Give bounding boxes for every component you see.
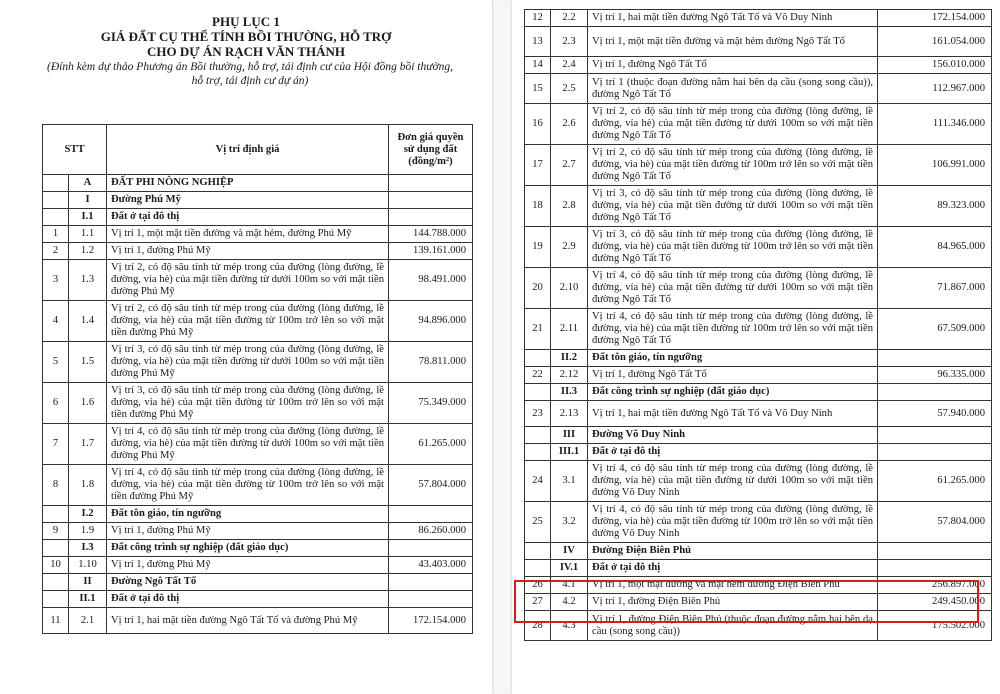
row-number: 22	[525, 367, 551, 384]
row-location: Vị trí 1, một mặt đường và mặt hẻm đường Điện Biên Phủ	[588, 577, 878, 594]
row-price: 57.804.000	[878, 502, 992, 543]
section-row	[43, 591, 473, 608]
row-location: Vị trí 4, có độ sâu tính từ mép trong của đường (lòng đường, lề đường, vỉa hè) của mặt tiền đường từ dưới 100m so với mặt tiền đường Võ Duy Ninh	[588, 461, 878, 502]
row-number: 18	[525, 186, 551, 227]
table-row	[525, 611, 992, 641]
row-price: 98.491.000	[389, 260, 473, 301]
table-row	[525, 27, 992, 57]
row-code: 2.3	[551, 27, 588, 57]
row-location: Vị trí 2, có độ sâu tính từ mép trong của đường (lòng đường, lề đường, vỉa hè) của mặt tiền đường từ dưới 100m so với mặt tiền đường Ngô Tất Tố	[588, 104, 878, 145]
row-number: 7	[43, 424, 69, 465]
row-number: 26	[525, 577, 551, 594]
row-code: 4.3	[551, 611, 588, 641]
row-location: Đất công trình sự nghiệp (đất giáo dục)	[107, 540, 389, 557]
row-location: Vị trí 1, hai mặt tiền đường Ngô Tất Tố và Võ Duy Ninh	[588, 401, 878, 427]
row-location: Đất công trình sự nghiệp (đất giáo dục)	[588, 384, 878, 401]
row-code: I	[69, 192, 107, 209]
row-number	[43, 591, 69, 608]
row-number	[43, 175, 69, 192]
table-row	[525, 502, 992, 543]
row-code: 1.5	[69, 342, 107, 383]
row-location: Vị trí 1, đường Điện Biên Phủ	[588, 594, 878, 611]
row-location: Đất ở tại đô thị	[588, 560, 878, 577]
row-price	[389, 192, 473, 209]
row-code: 1.2	[69, 243, 107, 260]
row-location: Vị trí 1, hai mặt tiền đường Ngô Tất Tố và Võ Duy Ninh	[588, 10, 878, 27]
price-table-right	[524, 9, 992, 641]
row-price	[878, 384, 992, 401]
row-code: I.1	[69, 209, 107, 226]
table-row	[43, 523, 473, 540]
row-code: 1.6	[69, 383, 107, 424]
row-code: III.1	[551, 444, 588, 461]
appendix-title: PHỤ LỤC 1	[212, 14, 280, 29]
table-row	[43, 260, 473, 301]
row-code: III	[551, 427, 588, 444]
row-number: 20	[525, 268, 551, 309]
row-location: Vị trí 1, đường Phú Mỹ	[107, 243, 389, 260]
section-row	[525, 560, 992, 577]
row-location: Vị trí 2, có độ sâu tính từ mép trong của đường (lòng đường, lề đường, vỉa hè) của mặt tiền đường từ dưới 100m so với mặt tiền đường Phú Mỹ	[107, 260, 389, 301]
table-row	[43, 243, 473, 260]
table-row	[43, 557, 473, 574]
row-code: I.3	[69, 540, 107, 557]
table-row	[43, 608, 473, 634]
row-price: 256.897.000	[878, 577, 992, 594]
section-row	[43, 540, 473, 557]
row-location: Vị trí 1, đường Phú Mỹ	[107, 523, 389, 540]
row-code: 2.8	[551, 186, 588, 227]
row-number: 9	[43, 523, 69, 540]
table-row	[525, 186, 992, 227]
row-price: 161.054.000	[878, 27, 992, 57]
row-code: 1.1	[69, 226, 107, 243]
section-row	[525, 350, 992, 367]
row-location: Vị trí 4, có độ sâu tính từ mép trong của đường (lòng đường, lề đường, vỉa hè) của mặt tiền đường từ 100m trở lên so với mặt tiền đường Ngô Tất Tố	[588, 309, 878, 350]
section-row	[525, 543, 992, 560]
row-price: 78.811.000	[389, 342, 473, 383]
row-price: 106.991.000	[878, 145, 992, 186]
row-price: 86.260.000	[389, 523, 473, 540]
row-price: 172.154.000	[878, 10, 992, 27]
row-number: 28	[525, 611, 551, 641]
row-code: 2.2	[551, 10, 588, 27]
row-number: 5	[43, 342, 69, 383]
row-location: Vị trí 1, đường Ngô Tất Tố	[588, 57, 878, 74]
row-price: 139.161.000	[389, 243, 473, 260]
row-number: 23	[525, 401, 551, 427]
row-number	[525, 384, 551, 401]
row-number: 15	[525, 74, 551, 104]
row-number	[525, 560, 551, 577]
row-price: 112.967.000	[878, 74, 992, 104]
row-location: Vị trí 2, có độ sâu tính từ mép trong của đường (lòng đường, lề đường, vỉa hè) của mặt tiền đường từ 100m trở lên so với mặt tiền đường Phú Mỹ	[107, 301, 389, 342]
header-stt: STT	[43, 125, 107, 175]
row-location: Đường Phú Mỹ	[107, 192, 389, 209]
table-body-left	[43, 175, 473, 634]
row-code: 2.11	[551, 309, 588, 350]
row-number: 17	[525, 145, 551, 186]
section-row	[525, 427, 992, 444]
row-code: 1.9	[69, 523, 107, 540]
row-location: Vị trí 3, có độ sâu tính từ mép trong của đường (lòng đường, lề đường, vỉa hè) của mặt tiền đường từ 100m trở lên so với mặt tiền đường Phú Mỹ	[107, 383, 389, 424]
row-location: ĐẤT PHI NÔNG NGHIỆP	[107, 175, 389, 192]
table-row	[525, 74, 992, 104]
row-location: Vị trí 1, đường Phú Mỹ	[107, 557, 389, 574]
row-price: 94.896.000	[389, 301, 473, 342]
header-price: Đơn giá quyền sử dụng đất (đồng/m²)	[389, 125, 473, 175]
row-price	[389, 175, 473, 192]
row-price: 89.323.000	[878, 186, 992, 227]
row-number	[525, 427, 551, 444]
row-code: 2.10	[551, 268, 588, 309]
row-code: I.2	[69, 506, 107, 523]
section-row	[43, 209, 473, 226]
row-price: 67.509.000	[878, 309, 992, 350]
row-code: 4.2	[551, 594, 588, 611]
row-location: Đất tôn giáo, tín ngưỡng	[588, 350, 878, 367]
table-row	[525, 10, 992, 27]
row-code: 1.3	[69, 260, 107, 301]
row-code: 2.9	[551, 227, 588, 268]
row-number: 19	[525, 227, 551, 268]
row-location: Đất tôn giáo, tín ngưỡng	[107, 506, 389, 523]
row-code: 3.2	[551, 502, 588, 543]
table-row	[525, 401, 992, 427]
price-table-left	[42, 124, 473, 634]
row-location: Vị trí 4, có độ sâu tính từ mép trong của đường (lòng đường, lề đường, vỉa hè) của mặt tiền đường từ 100m trở lên so với mặt tiền đường Phú Mỹ	[107, 465, 389, 506]
table-row	[525, 227, 992, 268]
row-number	[525, 543, 551, 560]
row-price	[878, 444, 992, 461]
row-number: 12	[525, 10, 551, 27]
table-row	[525, 367, 992, 384]
table-row	[43, 383, 473, 424]
row-code: 2.13	[551, 401, 588, 427]
table-row	[43, 424, 473, 465]
row-number: 10	[43, 557, 69, 574]
row-code: IV.1	[551, 560, 588, 577]
row-location: Đường Điện Biên Phủ	[588, 543, 878, 560]
row-number: 1	[43, 226, 69, 243]
row-code: 2.6	[551, 104, 588, 145]
table-body-right	[525, 10, 992, 641]
row-number: 8	[43, 465, 69, 506]
row-location: Đất ở tại đô thị	[588, 444, 878, 461]
row-location: Vị trí 4, có độ sâu tính từ mép trong của đường (lòng đường, lề đường, vỉa hè) của mặt tiền đường từ dưới 100m so với mặt tiền đường Ngô Tất Tố	[588, 268, 878, 309]
row-number: 27	[525, 594, 551, 611]
row-code: 2.7	[551, 145, 588, 186]
row-code: 4.1	[551, 577, 588, 594]
row-price	[389, 209, 473, 226]
row-number: 13	[525, 27, 551, 57]
row-price	[878, 350, 992, 367]
row-location: Vị trí 1, một mặt tiền đường và mặt hẻm đường Ngô Tất Tố	[588, 27, 878, 57]
row-code: 2.12	[551, 367, 588, 384]
row-number: 6	[43, 383, 69, 424]
section-row	[43, 574, 473, 591]
row-location: Vị trí 1, đường Điện Biên Phủ (thuộc đoạn đường nằm hai bên dạ cầu (song song cầu))	[588, 611, 878, 641]
row-location: Vị trí 1, hai mặt tiền đường Ngô Tất Tố và đường Phú Mỹ	[107, 608, 389, 634]
row-location: Vị trí 2, có độ sâu tính từ mép trong của đường (lòng đường, lề đường, vỉa hè) của mặt tiền đường từ 100m trở lên so với mặt tiền đường Ngô Tất Tố	[588, 145, 878, 186]
table-row	[525, 461, 992, 502]
row-number	[43, 209, 69, 226]
section-row	[525, 384, 992, 401]
table-row	[43, 226, 473, 243]
row-number: 3	[43, 260, 69, 301]
row-code: 2.5	[551, 74, 588, 104]
row-price: 96.335.000	[878, 367, 992, 384]
row-price: 172.154.000	[389, 608, 473, 634]
row-price	[389, 506, 473, 523]
row-number	[43, 192, 69, 209]
row-code: 1.7	[69, 424, 107, 465]
row-location: Vị trí 3, có độ sâu tính từ mép trong của đường (lòng đường, lề đường, vỉa hè) của mặt tiền đường từ dưới 100m so với mặt tiền đường Phú Mỹ	[107, 342, 389, 383]
row-number: 4	[43, 301, 69, 342]
row-price: 111.346.000	[878, 104, 992, 145]
row-location: Đất ở tại đô thị	[107, 591, 389, 608]
row-code: II.1	[69, 591, 107, 608]
row-code: 2.4	[551, 57, 588, 74]
row-number: 11	[43, 608, 69, 634]
row-number: 16	[525, 104, 551, 145]
row-location: Vị trí 3, có độ sâu tính từ mép trong của đường (lòng đường, lề đường, vỉa hè) của mặt tiền đường từ 100m trở lên so với mặt tiền đường Ngô Tất Tố	[588, 227, 878, 268]
row-price: 57.940.000	[878, 401, 992, 427]
section-row	[43, 175, 473, 192]
row-price	[878, 427, 992, 444]
row-price	[389, 591, 473, 608]
header-location: Vị trí định giá	[107, 125, 389, 175]
appendix-note: (Đính kèm dự thảo Phương án Bồi thường, hỗ trợ, tái định cư của Hội đồng bồi thường, hỗ trợ, tái định cư dự án)	[47, 61, 453, 87]
row-code: 1.10	[69, 557, 107, 574]
row-number: 2	[43, 243, 69, 260]
row-price: 71.867.000	[878, 268, 992, 309]
row-number: 25	[525, 502, 551, 543]
row-price	[389, 540, 473, 557]
table-row	[43, 342, 473, 383]
section-row	[43, 506, 473, 523]
row-price	[389, 574, 473, 591]
table-row	[525, 309, 992, 350]
row-code: 1.4	[69, 301, 107, 342]
row-location: Đường Ngô Tất Tố	[107, 574, 389, 591]
table-row	[43, 465, 473, 506]
row-location: Vị trí 1 (thuộc đoạn đường nằm hai bên dạ cầu (song song cầu)), đường Ngô Tất Tố	[588, 74, 878, 104]
row-code: 3.1	[551, 461, 588, 502]
row-code: II	[69, 574, 107, 591]
row-price: 61.265.000	[878, 461, 992, 502]
table-row	[43, 301, 473, 342]
left-page	[0, 0, 492, 694]
row-code: 1.8	[69, 465, 107, 506]
right-page	[512, 0, 1000, 694]
row-code: 2.1	[69, 608, 107, 634]
table-row	[525, 268, 992, 309]
row-price: 144.788.000	[389, 226, 473, 243]
row-number	[43, 540, 69, 557]
row-location: Đất ở tại đô thị	[107, 209, 389, 226]
row-price	[878, 543, 992, 560]
row-location: Vị trí 3, có độ sâu tính từ mép trong của đường (lòng đường, lề đường, vỉa hè) của mặt tiền đường từ dưới 100m so với mặt tiền đường Ngô Tất Tố	[588, 186, 878, 227]
table-row	[525, 57, 992, 74]
row-price: 61.265.000	[389, 424, 473, 465]
row-code: II.3	[551, 384, 588, 401]
row-number	[525, 350, 551, 367]
row-number	[43, 506, 69, 523]
table-row	[525, 145, 992, 186]
appendix-subtitle-1: GIÁ ĐẤT CỤ THỂ TÍNH BỒI THƯỜNG, HỖ TRỢ	[100, 29, 392, 44]
row-price: 156.010.000	[878, 57, 992, 74]
row-location: Đường Võ Duy Ninh	[588, 427, 878, 444]
section-row	[43, 192, 473, 209]
row-number: 14	[525, 57, 551, 74]
row-price	[878, 560, 992, 577]
row-code: A	[69, 175, 107, 192]
section-row	[525, 444, 992, 461]
table-row	[525, 577, 992, 594]
row-price: 75.349.000	[389, 383, 473, 424]
row-price: 84.965.000	[878, 227, 992, 268]
table-row	[525, 594, 992, 611]
row-number	[525, 444, 551, 461]
row-number	[43, 574, 69, 591]
row-code: II.2	[551, 350, 588, 367]
row-price: 57.804.000	[389, 465, 473, 506]
row-location: Vị trí 4, có độ sâu tính từ mép trong của đường (lòng đường, lề đường, vỉa hè) của mặt tiền đường từ dưới 100m so với mặt tiền đường Phú Mỹ	[107, 424, 389, 465]
row-price: 249.450.000	[878, 594, 992, 611]
row-location: Vị trí 1, một mặt tiền đường và mặt hẻm, đường Phú Mỹ	[107, 226, 389, 243]
appendix-subtitle-2: CHO DỰ ÁN RẠCH VĂN THÁNH	[146, 44, 345, 59]
table-row	[525, 104, 992, 145]
row-price: 175.502.000	[878, 611, 992, 641]
row-code: IV	[551, 543, 588, 560]
row-location: Vị trí 1, đường Ngô Tất Tố	[588, 367, 878, 384]
row-number: 21	[525, 309, 551, 350]
row-number: 24	[525, 461, 551, 502]
row-price: 43.403.000	[389, 557, 473, 574]
row-location: Vị trí 4, có độ sâu tính từ mép trong của đường (lòng đường, lề đường, vỉa hè) của mặt tiền đường từ 100m trở lên so với mặt tiền đường Võ Duy Ninh	[588, 502, 878, 543]
